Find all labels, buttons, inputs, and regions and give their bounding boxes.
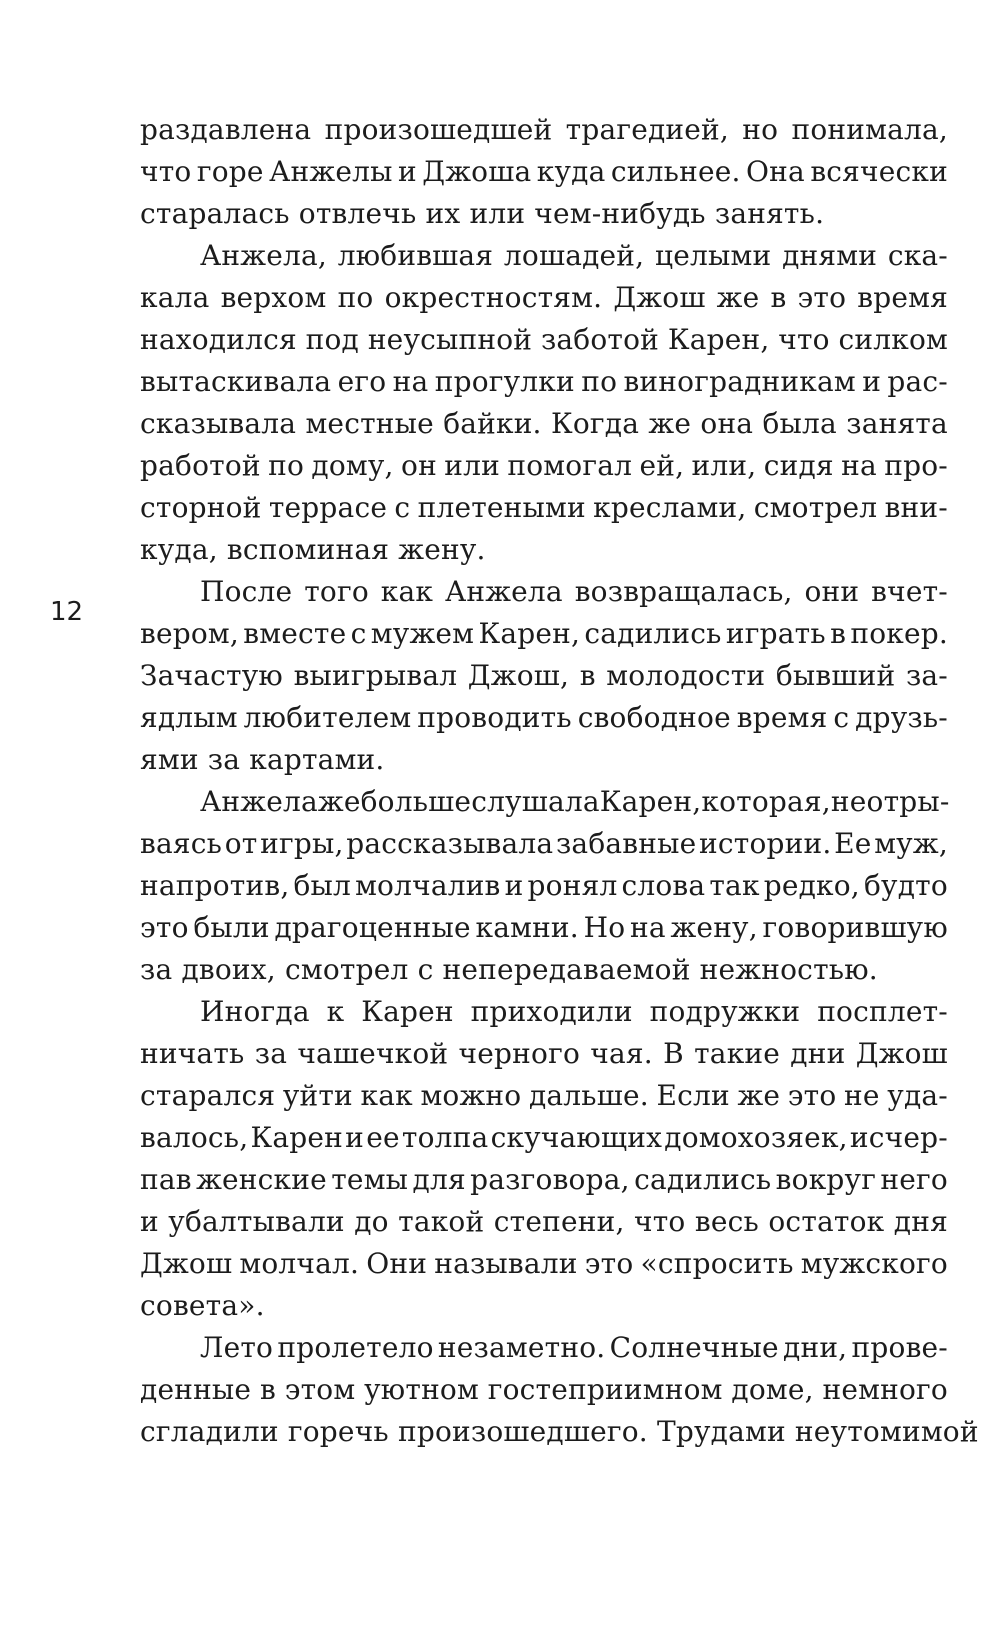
word: жену, — [670, 911, 758, 944]
word: муж, — [874, 827, 948, 860]
word: креслами, — [593, 491, 747, 524]
word: говорившую — [762, 911, 948, 944]
word: уда- — [887, 1079, 948, 1112]
word: его — [337, 365, 387, 398]
word: верхом — [220, 281, 327, 314]
word: всячески — [810, 155, 948, 188]
word: ее — [366, 1121, 400, 1154]
word: садились — [584, 617, 722, 650]
word: рас- — [887, 365, 948, 398]
word: в — [830, 617, 847, 650]
word: под — [305, 323, 360, 356]
word: террасе — [268, 491, 388, 524]
word: молчалив — [355, 869, 501, 902]
word: кала — [140, 281, 210, 314]
word: скучающих — [490, 1121, 663, 1154]
word: драгоценные — [274, 911, 471, 944]
word: пав — [140, 1163, 192, 1196]
word: камни. — [475, 911, 579, 944]
word: и — [862, 365, 882, 398]
word: игры, — [260, 827, 344, 860]
text-line — [140, 822, 948, 866]
word: ска- — [887, 239, 948, 272]
text-line — [140, 150, 948, 194]
word: сильнее. — [610, 155, 741, 188]
word: забавные — [555, 827, 697, 860]
word: вместе — [243, 617, 347, 650]
word: Она — [746, 155, 805, 188]
word: прове- — [851, 1331, 948, 1364]
word: силком — [838, 323, 948, 356]
word: лошадей, — [503, 239, 645, 272]
word: степени, — [493, 1205, 625, 1238]
word: слушала — [471, 785, 600, 818]
word: играть — [725, 617, 826, 650]
word: доме, — [731, 1373, 814, 1406]
word: же — [716, 281, 760, 314]
text-line — [200, 234, 948, 278]
text-line — [200, 1326, 948, 1370]
text-line — [140, 486, 948, 530]
word: что — [140, 155, 192, 188]
word: байки. — [443, 407, 542, 440]
word: покер. — [850, 617, 948, 650]
word: остаток — [768, 1205, 885, 1238]
word: мужского — [800, 1247, 948, 1280]
word: Если — [656, 1079, 730, 1112]
word: дому, — [311, 449, 394, 482]
word: отры- — [866, 785, 950, 818]
word: Анжелы — [269, 155, 393, 188]
word: для — [412, 1163, 466, 1196]
word: убалтывали — [168, 1205, 345, 1238]
word: молчал. — [239, 1247, 360, 1280]
word: женские — [196, 1163, 327, 1196]
word: занята — [846, 407, 948, 440]
word: до — [354, 1205, 389, 1238]
word: ваясь — [140, 827, 223, 860]
word: что — [778, 323, 830, 356]
word: по — [337, 281, 374, 314]
word: местные — [305, 407, 434, 440]
text-line — [140, 360, 948, 404]
word: Анжела — [444, 575, 563, 608]
word: Солнечные — [609, 1331, 779, 1364]
word: это — [787, 1079, 837, 1112]
word: любителем — [243, 701, 412, 734]
word: как — [360, 1079, 413, 1112]
word: дальше. — [528, 1079, 649, 1112]
word: свободное — [577, 701, 731, 734]
word: находился — [140, 323, 297, 356]
word: садились — [634, 1163, 772, 1196]
word: пролетело — [277, 1331, 434, 1364]
word: такие — [694, 1037, 781, 1070]
text-line — [140, 612, 948, 656]
word: работой — [140, 449, 261, 482]
word: это — [584, 1247, 634, 1280]
word: толпа — [401, 1121, 489, 1154]
word: Когда — [550, 407, 640, 440]
word: была — [762, 407, 837, 440]
word: на — [841, 449, 877, 482]
word: вытаскивала — [140, 365, 332, 398]
text-line: куда, вспоминая жену. — [140, 533, 486, 566]
word: проводить — [417, 701, 572, 734]
word: окрестностям. — [384, 281, 603, 314]
word: Джош — [613, 281, 706, 314]
word: дни — [790, 1037, 846, 1070]
word: произошедшей — [324, 113, 553, 146]
word: слова — [621, 869, 706, 902]
word: помогал — [507, 449, 633, 482]
word: дни, — [783, 1331, 848, 1364]
word: денные — [140, 1373, 252, 1406]
word: В — [663, 1037, 684, 1070]
word: плетеными — [417, 491, 586, 524]
word: Ее — [834, 827, 872, 860]
word: «спросить — [640, 1247, 794, 1280]
word: и — [397, 155, 417, 188]
text-line — [140, 108, 948, 152]
word: него — [880, 1163, 948, 1196]
word: называли — [434, 1247, 578, 1280]
word: на — [630, 911, 666, 944]
word: которая, — [701, 785, 831, 818]
word: подружки — [649, 995, 801, 1028]
word: Карен, — [599, 785, 702, 818]
word: Карен, — [667, 323, 770, 356]
word: бывший — [775, 659, 896, 692]
word: был — [293, 869, 352, 902]
word: по — [268, 449, 305, 482]
text-line — [140, 1200, 948, 1244]
word: Анжела — [200, 785, 318, 818]
word: мужем — [370, 617, 475, 650]
text-line — [140, 1032, 948, 1076]
word: чашечкой — [297, 1037, 449, 1070]
word: что — [634, 1205, 686, 1238]
word: молодости — [606, 659, 766, 692]
text-line — [140, 276, 948, 320]
word: гостеприимном — [487, 1373, 723, 1406]
word: Карен — [361, 995, 454, 1028]
word: сидя — [763, 449, 834, 482]
word: смотрел — [753, 491, 878, 524]
word: разговора, — [470, 1163, 630, 1196]
text-line — [140, 696, 948, 740]
word: куда — [536, 155, 606, 188]
text-line — [140, 444, 948, 488]
text-line — [140, 1074, 948, 1118]
word: прогулки — [434, 365, 575, 398]
word: виноградникам — [623, 365, 856, 398]
word: но — [742, 113, 779, 146]
word: друзь- — [855, 701, 948, 734]
word: Джош — [855, 1037, 948, 1070]
word: время — [736, 701, 828, 734]
word: немного — [822, 1373, 948, 1406]
word: валось, — [140, 1121, 249, 1154]
word: вокруг — [775, 1163, 877, 1196]
text-line: за двоих, смотрел с непередаваемой нежностью. — [140, 953, 878, 986]
word: и — [504, 869, 524, 902]
word: уйти — [282, 1079, 353, 1112]
text-line: совета». — [140, 1289, 265, 1322]
word: вером, — [140, 617, 239, 650]
word: и — [345, 1121, 365, 1154]
word: с — [350, 617, 367, 650]
word: вчет- — [871, 575, 948, 608]
text-line — [140, 1116, 948, 1160]
word: это — [797, 281, 847, 314]
word: Карен, — [478, 617, 581, 650]
word: про- — [884, 449, 948, 482]
word: можно — [420, 1079, 522, 1112]
word: не — [844, 1079, 880, 1112]
text-line: ями за картами. — [140, 743, 385, 776]
word: к — [326, 995, 345, 1028]
word: понимала, — [791, 113, 948, 146]
text-line — [140, 402, 948, 446]
word: с — [394, 491, 411, 524]
word: темы — [331, 1163, 409, 1196]
word: возвращалась, — [574, 575, 793, 608]
word: так — [709, 869, 760, 902]
word: напротив, — [140, 869, 290, 902]
word: выигрывал — [293, 659, 458, 692]
word: уютном — [364, 1373, 479, 1406]
text-line — [140, 1242, 948, 1286]
word: вни- — [884, 491, 948, 524]
word: истории. — [699, 827, 832, 860]
word: это — [140, 911, 189, 944]
word: же — [737, 1079, 781, 1112]
text-line: сгладили горечь произошедшего. Трудами неутомимой — [140, 1415, 979, 1448]
word: Зачастую — [140, 659, 283, 692]
word: не — [830, 785, 867, 818]
word: чая. — [590, 1037, 653, 1070]
word: посплет- — [817, 995, 948, 1028]
page-number: 12 — [50, 597, 84, 627]
word: с — [833, 701, 850, 734]
word: раздавлена — [140, 113, 312, 146]
word: за — [254, 1037, 288, 1070]
word: этом — [284, 1373, 356, 1406]
word: заботой — [540, 323, 660, 356]
word: приходили — [470, 995, 633, 1028]
word: Джоша — [422, 155, 532, 188]
word: или — [444, 449, 501, 482]
word: Но — [583, 911, 626, 944]
word: от — [224, 827, 258, 860]
text-line — [140, 906, 948, 950]
word: незаметно. — [437, 1331, 606, 1364]
word: больше — [360, 785, 472, 818]
word: неусыпной — [367, 323, 533, 356]
text-line — [140, 318, 948, 362]
word: в — [770, 281, 787, 314]
word: редко, — [763, 869, 860, 902]
word: как — [380, 575, 434, 608]
word: ей, — [639, 449, 685, 482]
word: весь — [694, 1205, 759, 1238]
word: сказывала — [140, 407, 297, 440]
word: целыми — [655, 239, 772, 272]
word: исчер- — [849, 1121, 948, 1154]
word: Джош, — [467, 659, 570, 692]
text-line — [200, 570, 948, 614]
word: за- — [905, 659, 948, 692]
word: он — [401, 449, 437, 482]
word: на — [392, 365, 429, 398]
word: сторной — [140, 491, 262, 524]
word: в — [259, 1373, 276, 1406]
word: ядлым — [140, 701, 238, 734]
word: и — [140, 1205, 159, 1238]
word: того — [304, 575, 369, 608]
text-line — [140, 654, 948, 698]
word: же — [317, 785, 361, 818]
word: После — [200, 575, 293, 608]
word: или, — [691, 449, 757, 482]
text-line: старалась отвлечь их или чем-нибудь занять. — [140, 197, 825, 230]
text-line — [140, 1368, 948, 1412]
word: такой — [398, 1205, 485, 1238]
word: по — [581, 365, 618, 398]
word: старался — [140, 1079, 276, 1112]
word: Иногда — [200, 995, 310, 1028]
word: были — [193, 911, 270, 944]
word: горе — [196, 155, 264, 188]
word: Они — [366, 1247, 428, 1280]
word: Джош — [140, 1247, 233, 1280]
word: она — [700, 407, 754, 440]
word: любившая — [337, 239, 494, 272]
word: рассказывала — [346, 827, 554, 860]
word: будто — [863, 869, 948, 902]
text-line — [200, 780, 948, 824]
word: время — [857, 281, 948, 314]
word: домохозяек, — [664, 1121, 848, 1154]
word: Лето — [200, 1331, 274, 1364]
text-line — [200, 990, 948, 1034]
word: трагедией, — [565, 113, 730, 146]
word: же — [648, 407, 692, 440]
text-line — [140, 864, 948, 908]
word: днями — [782, 239, 878, 272]
word: они — [804, 575, 860, 608]
word: Карен — [250, 1121, 344, 1154]
word: ронял — [527, 869, 618, 902]
word: дня — [893, 1205, 948, 1238]
text-line — [140, 1158, 948, 1202]
word: ничать — [140, 1037, 245, 1070]
word: черного — [458, 1037, 580, 1070]
word: в — [579, 659, 596, 692]
word: Анжела, — [200, 239, 327, 272]
